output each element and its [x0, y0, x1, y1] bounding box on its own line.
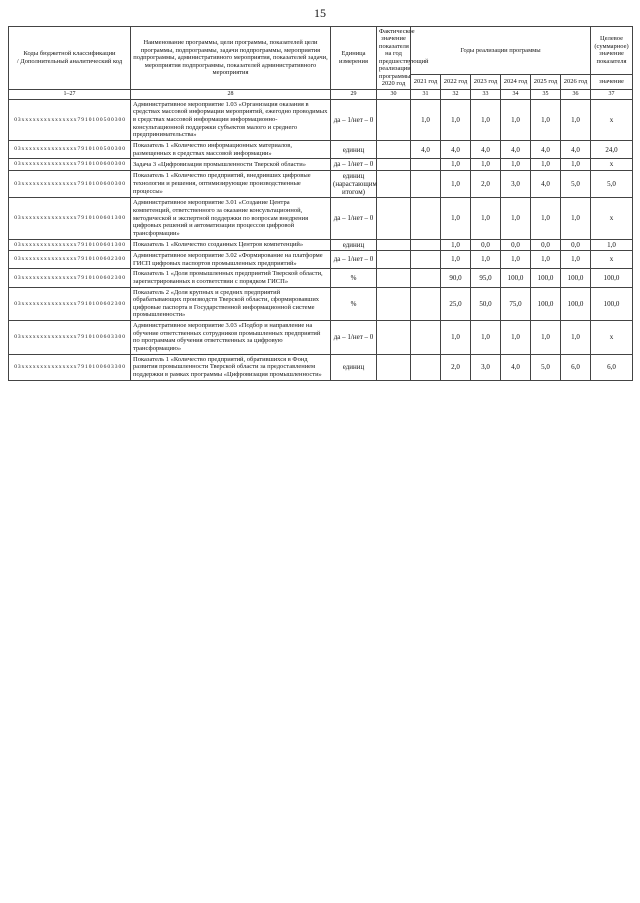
col-number: 1–27 — [9, 89, 131, 99]
plan-value-cell: 4,0 — [441, 141, 471, 159]
final-value-cell: 5,0 — [591, 170, 633, 198]
plan-value-cell: 1,0 — [561, 250, 591, 268]
table-row — [9, 269, 633, 287]
year-header: 2022 год — [441, 74, 471, 89]
item-name-cell: Задача 3 «Цифровизация промышленности Тверской области» — [131, 159, 331, 170]
budget-code-cell — [9, 250, 131, 268]
col-number: 34 — [501, 89, 531, 99]
budget-code-digits: 0 3 x x x x x x x x x x x x x x x 7 9 1 0 1 0 0 5 0 0 3 0 0 — [14, 116, 125, 123]
year-header: 2021 год — [411, 74, 441, 89]
plan-value-cell — [411, 170, 441, 198]
table-row — [9, 170, 633, 198]
plan-value-cell: 1,0 — [441, 159, 471, 170]
plan-value-cell: 1,0 — [501, 321, 531, 355]
col-number: 28 — [131, 89, 331, 99]
table-row — [9, 250, 633, 268]
unit-cell: единиц (нарастающим итогом) — [331, 170, 377, 198]
final-value-subheader: значение — [591, 74, 633, 89]
unit-cell: % — [331, 287, 377, 321]
year-header: 2026 год — [561, 74, 591, 89]
plan-value-cell — [411, 159, 441, 170]
plan-value-cell: 0,0 — [471, 239, 501, 250]
table-row — [9, 321, 633, 355]
item-name-cell: Показатель 2 «Доля крупных и средних предприятий обрабатывающих производств Тверской области, сформировавших цифровые паспорта в Государственной информационной системе промышленности» — [131, 287, 331, 321]
final-value-cell: 24,0 — [591, 141, 633, 159]
plan-value-cell: 1,0 — [441, 321, 471, 355]
budget-code-cell — [9, 269, 131, 287]
budget-code-digits: 0 3 x x x x x x x x x x x x x x x 7 9 1 0 1 0 0 5 0 0 3 0 0 — [14, 146, 125, 153]
plan-value-cell: 100,0 — [531, 287, 561, 321]
plan-value-cell: 1,0 — [531, 159, 561, 170]
plan-value-cell — [411, 354, 441, 380]
budget-code-digits: 0 3 x x x x x x x x x x x x x x x 7 9 1 0 1 0 0 6 0 2 3 0 0 — [14, 300, 125, 307]
final-value-cell: 1,0 — [591, 239, 633, 250]
plan-value-cell: 4,0 — [501, 141, 531, 159]
plan-value-cell: 1,0 — [471, 159, 501, 170]
plan-value-cell: 1,0 — [441, 170, 471, 198]
plan-value-cell: 1,0 — [531, 250, 561, 268]
col-number: 35 — [531, 89, 561, 99]
item-name-cell: Показатель 1 «Количество информационных материалов, размещенных в средствах массовой информации» — [131, 141, 331, 159]
plan-value-cell: 1,0 — [471, 99, 501, 140]
item-name-cell: Показатель 1 «Количество предприятий, обратившихся в Фонд развития промышленности Тверской области за предоставлением поддержки в рамках программы «Цифровизация промышленности» — [131, 354, 331, 380]
plan-value-cell: 5,0 — [531, 354, 561, 380]
plan-value-cell: 1,0 — [531, 99, 561, 140]
plan-years-header: Годы реализации программы — [411, 27, 591, 75]
budget-code-digits: 0 3 x x x x x x x x x x x x x x x 7 9 1 0 1 0 0 6 0 2 3 0 0 — [14, 274, 125, 281]
plan-value-cell: 1,0 — [471, 250, 501, 268]
plan-value-cell: 3,0 — [471, 354, 501, 380]
unit-cell: единиц — [331, 239, 377, 250]
item-name-cell: Административное мероприятие 3.03 «Подбор и направление на обучение ответственных сотрудников промышленных предприятий по программам обучения ответственных за цифровую трансформацию» — [131, 321, 331, 355]
unit-cell: единиц — [331, 141, 377, 159]
base-value-cell — [377, 141, 411, 159]
table-row — [9, 354, 633, 380]
plan-value-cell: 1,0 — [441, 250, 471, 268]
plan-value-cell: 6,0 — [561, 354, 591, 380]
plan-value-cell: 4,0 — [561, 141, 591, 159]
final-value-cell: x — [591, 321, 633, 355]
column-number-row — [9, 89, 633, 99]
table-row — [9, 99, 633, 140]
plan-value-cell: 4,0 — [471, 141, 501, 159]
plan-value-cell: 1,0 — [561, 99, 591, 140]
base-value-cell — [377, 250, 411, 268]
final-value-cell: 100,0 — [591, 287, 633, 321]
plan-value-cell: 4,0 — [411, 141, 441, 159]
year-header: 2023 год — [471, 74, 501, 89]
plan-value-cell — [411, 250, 441, 268]
final-value-cell: 6,0 — [591, 354, 633, 380]
budget-code-digits: 0 3 x x x x x x x x x x x x x x x 7 9 1 0 1 0 0 6 0 0 3 0 0 — [14, 180, 125, 187]
item-name-cell: Административное мероприятие 3.01 «Создание Центра компетенций, ответственного за оказание консультационной, методической и экспертной поддержки по вопросам внедрения цифровых решений и автоматизации процессов цифровой трансформации» — [131, 198, 331, 239]
plan-value-cell — [411, 239, 441, 250]
base-value-cell — [377, 99, 411, 140]
col-number: 31 — [411, 89, 441, 99]
budget-code-cell — [9, 141, 131, 159]
budget-code-digits: 0 3 x x x x x x x x x x x x x x x 7 9 1 0 1 0 0 6 0 2 3 0 0 — [14, 256, 125, 263]
plan-value-cell — [411, 198, 441, 239]
plan-value-cell: 1,0 — [471, 321, 501, 355]
plan-value-cell — [411, 287, 441, 321]
base-year-header: Фактическое значение показателя на год предшествующий реализации программы 2020 год — [377, 27, 411, 90]
plan-value-cell: 100,0 — [561, 269, 591, 287]
final-value-cell: 100,0 — [591, 269, 633, 287]
item-name-cell: Показатель 1 «Количество созданных Центров компетенций» — [131, 239, 331, 250]
plan-value-cell: 100,0 — [531, 269, 561, 287]
final-value-cell: x — [591, 250, 633, 268]
plan-value-cell: 1,0 — [471, 198, 501, 239]
plan-value-cell: 2,0 — [441, 354, 471, 380]
unit-cell: единиц — [331, 354, 377, 380]
plan-value-cell: 0,0 — [501, 239, 531, 250]
item-name-cell: Административное мероприятие 1.03 «Организация оказания в средствах массовой информации мероприятий, ежегодно проводимых в средствах массовой информации информационно-консультационной поддержки субъектов малого и среднего предпринимательства» — [131, 99, 331, 140]
final-value-cell: x — [591, 99, 633, 140]
budget-code-digits: 0 3 x x x x x x x x x x x x x x x 7 9 1 0 1 0 0 6 0 3 3 0 0 — [14, 334, 125, 341]
plan-value-cell: 1,0 — [441, 99, 471, 140]
plan-value-cell: 90,0 — [441, 269, 471, 287]
plan-value-cell: 1,0 — [501, 99, 531, 140]
base-value-cell — [377, 170, 411, 198]
col-number: 36 — [561, 89, 591, 99]
plan-value-cell: 95,0 — [471, 269, 501, 287]
program-table — [8, 26, 633, 381]
table-row — [9, 239, 633, 250]
plan-value-cell: 4,0 — [531, 170, 561, 198]
base-value-cell — [377, 269, 411, 287]
plan-value-cell: 1,0 — [441, 198, 471, 239]
base-value-cell — [377, 198, 411, 239]
plan-value-cell: 100,0 — [501, 269, 531, 287]
plan-value-cell: 1,0 — [561, 321, 591, 355]
plan-value-cell: 1,0 — [501, 198, 531, 239]
budget-code-digits: 0 3 x x x x x x x x x x x x x x x 7 9 1 0 1 0 0 6 0 3 3 0 0 — [14, 363, 125, 370]
page-number: 15 — [314, 6, 326, 20]
item-name-cell: Показатель 1 «Доля промышленных предприятий Тверской области, зарегистрированных в соответствии с порядком ГИСП» — [131, 269, 331, 287]
budget-table-sheet — [8, 26, 632, 896]
plan-value-cell: 4,0 — [501, 354, 531, 380]
table-body — [9, 99, 633, 380]
base-value-cell — [377, 354, 411, 380]
plan-value-cell: 25,0 — [441, 287, 471, 321]
plan-value-cell: 75,0 — [501, 287, 531, 321]
budget-code-cell — [9, 239, 131, 250]
plan-value-cell: 2,0 — [471, 170, 501, 198]
name-header: Наименование программы, цели программы, показателей цели программы, подпрограммы, задачи подпрограммы, мероприятия подпрограммы, административного мероприятия, показателей задачи, мероприятия подпрограммы, показателей административного мероприятия — [131, 27, 331, 90]
budget-code-cell — [9, 198, 131, 239]
table-row — [9, 159, 633, 170]
col-number: 29 — [331, 89, 377, 99]
item-name-cell: Показатель 1 «Количество предприятий, внедривших цифровые технологии и решения, оптимизирующие производственные процессы» — [131, 170, 331, 198]
year-header: 2024 год — [501, 74, 531, 89]
plan-value-cell: 3,0 — [501, 170, 531, 198]
year-header: 2025 год — [531, 74, 561, 89]
budget-code-cell — [9, 170, 131, 198]
plan-value-cell: 100,0 — [561, 287, 591, 321]
final-value-header: Целевое (суммарное) значение показателя — [591, 27, 633, 75]
plan-value-cell: 4,0 — [531, 141, 561, 159]
final-value-cell: x — [591, 198, 633, 239]
plan-value-cell: 1,0 — [501, 250, 531, 268]
unit-cell: да – 1/нет – 0 — [331, 159, 377, 170]
unit-cell: да – 1/нет – 0 — [331, 99, 377, 140]
budget-code-cell — [9, 321, 131, 355]
unit-cell: да – 1/нет – 0 — [331, 321, 377, 355]
unit-cell: да – 1/нет – 0 — [331, 198, 377, 239]
budget-code-digits: 0 3 x x x x x x x x x x x x x x x 7 9 1 0 1 0 0 6 0 0 3 0 0 — [14, 161, 125, 168]
item-name-cell: Административное мероприятие 3.02 «Формирование на платформе ГИСП цифровых паспортов промышленных предприятий» — [131, 250, 331, 268]
unit-header: Единица измерения — [331, 27, 377, 90]
plan-value-cell — [411, 321, 441, 355]
table-row — [9, 198, 633, 239]
plan-value-cell: 1,0 — [501, 159, 531, 170]
table-row — [9, 287, 633, 321]
unit-cell: % — [331, 269, 377, 287]
plan-value-cell: 50,0 — [471, 287, 501, 321]
budget-code-cell — [9, 159, 131, 170]
base-value-cell — [377, 159, 411, 170]
base-value-cell — [377, 239, 411, 250]
plan-value-cell: 0,0 — [531, 239, 561, 250]
budget-code-cell — [9, 354, 131, 380]
col-number: 33 — [471, 89, 501, 99]
plan-value-cell: 1,0 — [531, 321, 561, 355]
codes-header: Коды бюджетной классификации / Дополнительный аналитический код — [9, 27, 131, 90]
unit-cell: да – 1/нет – 0 — [331, 250, 377, 268]
budget-code-digits: 0 3 x x x x x x x x x x x x x x x 7 9 1 0 1 0 0 6 0 1 3 0 0 — [14, 215, 125, 222]
col-number: 37 — [591, 89, 633, 99]
plan-value-cell: 1,0 — [531, 198, 561, 239]
budget-code-cell — [9, 287, 131, 321]
table-row — [9, 141, 633, 159]
base-value-cell — [377, 321, 411, 355]
plan-value-cell: 1,0 — [561, 159, 591, 170]
plan-value-cell: 5,0 — [561, 170, 591, 198]
plan-value-cell: 1,0 — [561, 198, 591, 239]
col-number: 32 — [441, 89, 471, 99]
plan-value-cell: 1,0 — [441, 239, 471, 250]
final-value-cell: x — [591, 159, 633, 170]
plan-value-cell: 1,0 — [411, 99, 441, 140]
budget-code-digits: 0 3 x x x x x x x x x x x x x x x 7 9 1 0 1 0 0 6 0 1 3 0 0 — [14, 241, 125, 248]
plan-value-cell — [411, 269, 441, 287]
budget-code-cell — [9, 99, 131, 140]
base-value-cell — [377, 287, 411, 321]
plan-value-cell: 0,0 — [561, 239, 591, 250]
col-number: 30 — [377, 89, 411, 99]
